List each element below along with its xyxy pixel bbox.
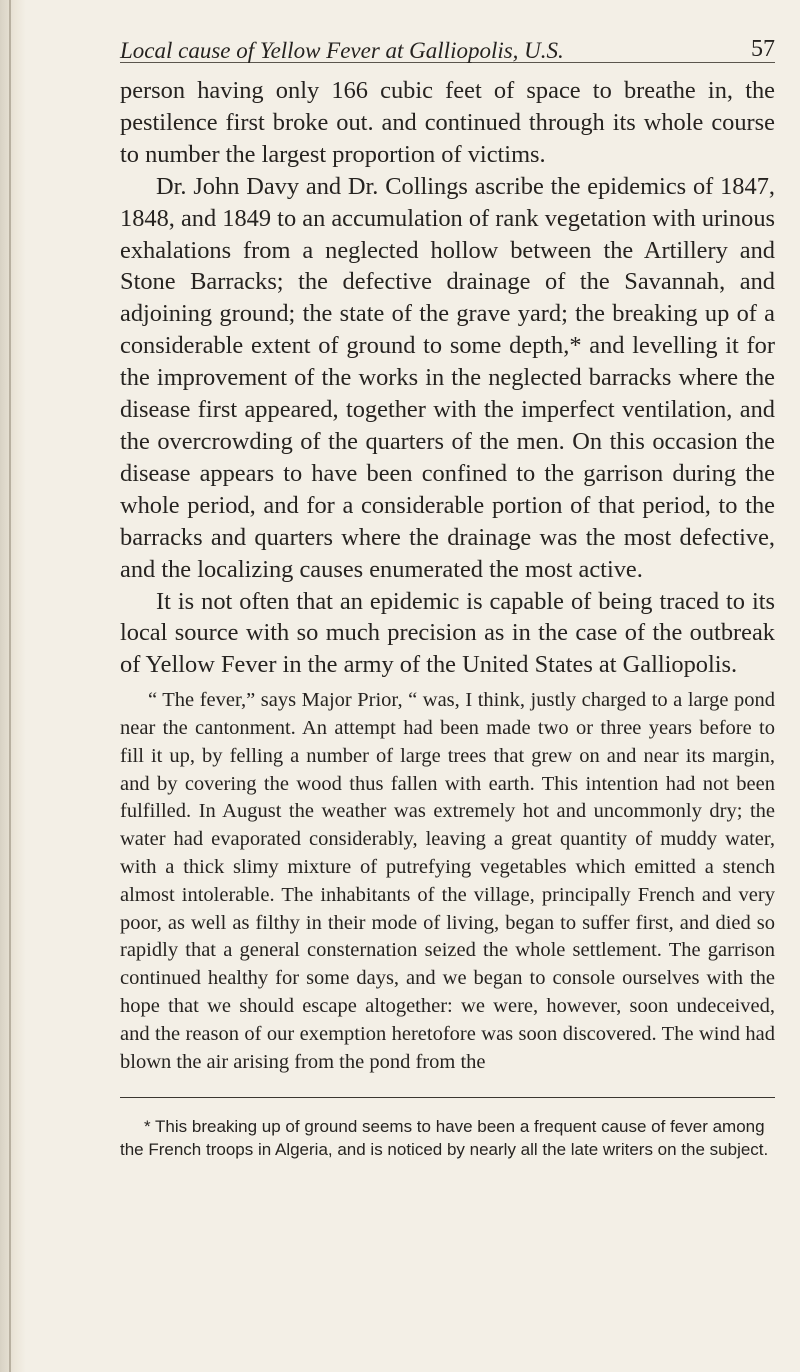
page-number: 57: [751, 36, 775, 62]
paragraph-continuation: person having only 166 cubic feet of space to breathe in, the pestilence first broke out. and continued through its whole course to number the largest proportion of victims.: [120, 77, 775, 168]
footnote-rule: [120, 1097, 775, 1098]
binding-edge: [9, 0, 11, 1372]
book-page: [120, 14, 775, 1178]
footnote: * This breaking up of ground seems to have been a frequent cause of fever among the French troops in Algeria, and is noticed by nearly all the late writers on the subject.: [120, 1116, 769, 1159]
running-head: [120, 14, 775, 63]
book-gutter-shadow: [0, 0, 26, 1372]
paragraph-davy-collings: Dr. John Davy and Dr. Collings ascribe the epidemics of 1847, 1848, and 1849 to an accumulation of rank vegetation with urinous exhalations from a neglected hollow between the Artillery and Stone Barracks; the defective drainage of the Savannah, and adjoining ground; the state of the grave yard; the breaking up of a considerable extent of ground to some depth,* and levelling it for the improvement of the works in the neglected barracks where the disease first appeared, together with the imperfect ventilation, and the overcrowding of the quarters of the men. On this occasion the disease appears to have been confined to the garrison during the whole period, and for a considerable portion of that period, to the barracks and quarters where the drainage was the most defective, and the localizing causes enumerated the most active.: [120, 172, 776, 583]
quotation-major-prior: “ The fever,” says Major Prior, “ was, I think, justly charged to a large pond near the cantonment. An attempt had been made two or three years before to fill it up, by felling a number of large trees that grew on and near its margin, and by covering the wood thus fallen with earth. This intention had not been fulfilled. In August the weather was extremely hot and uncommonly dry; the water had evaporated considerably, leaving a great quantity of muddy water, with a thick slimy mixture of putrefying vegetables which emitted a stench almost intolerable. The inhabitants of the village, principally French and very poor, as well as filthy in their mode of living, began to suffer first, and died so rapidly that a general consternation seized the whole settlement. The garrison continued healthy for some days, and we began to console ourselves with the hope that we should escape altogether: we were, however, soon undeceived, and the reason of our exemption heretofore was soon discovered. The wind had blown the air arising from the pond from the: [120, 689, 775, 1073]
paragraph-galliopolis: It is not often that an epidemic is capable of being traced to its local source with so much precision as in the case of the outbreak of Yellow Fever in the army of the United States at Galliopolis.: [120, 587, 775, 679]
running-title: Local cause of Yellow Fever at Galliopolis, U.S.: [120, 38, 564, 63]
body-text: [120, 75, 775, 681]
